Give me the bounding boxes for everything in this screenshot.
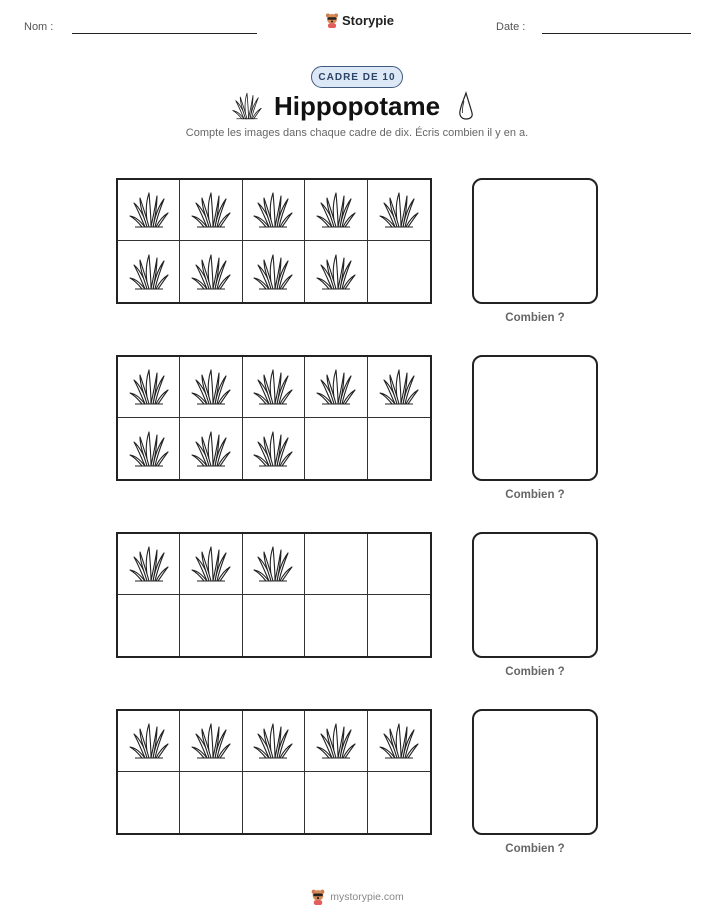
ten-frame-cell: [118, 241, 180, 302]
grass-icon: [253, 720, 293, 762]
ten-frame-cell: [180, 418, 242, 479]
ten-frame-cell: [305, 357, 367, 418]
ten-frame-cell: [305, 772, 367, 833]
ten-frame-cell: [243, 357, 305, 418]
grass-icon: [191, 428, 231, 470]
ten-frame: [116, 709, 432, 835]
grass-icon: [316, 251, 356, 293]
ten-frame-cell: [305, 711, 367, 772]
ten-frame-cell: [118, 595, 180, 656]
grass-icon: [253, 251, 293, 293]
date-label: Date :: [496, 21, 526, 33]
ten-frame-cell: [305, 241, 367, 302]
grass-icon: [316, 720, 356, 762]
grass-icon: [191, 251, 231, 293]
ten-frame-cell: [305, 534, 367, 595]
name-label: Nom :: [24, 21, 54, 33]
page-title: Hippopotame: [273, 91, 441, 121]
grass-icon: [253, 543, 293, 585]
ten-frame-cell: [368, 711, 430, 772]
grass-icon: [191, 189, 231, 231]
grass-icon: [129, 189, 169, 231]
footer-site: mystorypie.com: [330, 890, 404, 903]
ten-frame-cell: [368, 418, 430, 479]
answer-label: Combien ?: [505, 666, 565, 678]
grass-icon: [316, 189, 356, 231]
ten-frame-cell: [305, 418, 367, 479]
grass-icon: [129, 251, 169, 293]
ten-frame-cell: [118, 418, 180, 479]
ten-frame-cell: [243, 595, 305, 656]
grass-icon: [129, 428, 169, 470]
ten-frame-cell: [243, 180, 305, 241]
brand-logo: [325, 12, 394, 28]
bear-mascot-icon: [325, 12, 339, 28]
tooth-icon: [456, 91, 476, 126]
ten-frame: [116, 532, 432, 658]
answer-label: Combien ?: [505, 312, 565, 324]
ten-frame-cell: [243, 418, 305, 479]
ten-frame-cell: [243, 241, 305, 302]
ten-frame-cell: [180, 180, 242, 241]
grass-icon: [253, 428, 293, 470]
ten-frame-cell: [180, 534, 242, 595]
ten-frame-cell: [180, 357, 242, 418]
answer-box[interactable]: [472, 709, 598, 835]
grass-icon: [316, 366, 356, 408]
ten-frame-cell: [180, 772, 242, 833]
grass-icon: [129, 543, 169, 585]
grass-icon: [129, 366, 169, 408]
grass-icon: [253, 189, 293, 231]
grass-icon: [379, 720, 419, 762]
brand-name: Storypie: [342, 12, 395, 28]
ten-frame-cell: [180, 241, 242, 302]
answer-label: Combien ?: [505, 843, 565, 855]
ten-frame-cell: [243, 534, 305, 595]
answer-box[interactable]: [472, 532, 598, 658]
ten-frame-cell: [243, 711, 305, 772]
answer-label: Combien ?: [505, 489, 565, 501]
grass-icon: [191, 543, 231, 585]
answer-box[interactable]: [472, 178, 598, 304]
ten-frame-cell: [368, 772, 430, 833]
grass-icon: [379, 189, 419, 231]
grass-icon: [191, 366, 231, 408]
name-line[interactable]: [72, 33, 257, 34]
footer: [0, 888, 714, 905]
grass-icon: [191, 720, 231, 762]
ten-frame-cell: [368, 595, 430, 656]
answer-box[interactable]: [472, 355, 598, 481]
ten-frame-cell: [305, 180, 367, 241]
grass-icon: [253, 366, 293, 408]
instructions: Compte les images dans chaque cadre de dix. Écris combien il y en a.: [185, 127, 529, 139]
date-line[interactable]: [542, 33, 691, 34]
ten-frame-cell: [118, 772, 180, 833]
grass-icon: [129, 720, 169, 762]
ten-frame-cell: [243, 772, 305, 833]
ten-frame-cell: [118, 357, 180, 418]
ten-frame: [116, 355, 432, 481]
bear-mascot-icon: [310, 888, 326, 905]
worksheet-type-badge: CADRE DE 10: [311, 66, 403, 88]
grass-icon: [379, 366, 419, 408]
ten-frame-cell: [305, 595, 367, 656]
ten-frame: [116, 178, 432, 304]
ten-frame-cell: [180, 595, 242, 656]
ten-frame-cell: [118, 534, 180, 595]
ten-frame-cell: [368, 241, 430, 302]
ten-frame-cell: [180, 711, 242, 772]
ten-frame-cell: [368, 534, 430, 595]
ten-frame-cell: [118, 180, 180, 241]
ten-frame-cell: [368, 357, 430, 418]
ten-frame-cell: [118, 711, 180, 772]
ten-frame-cell: [368, 180, 430, 241]
